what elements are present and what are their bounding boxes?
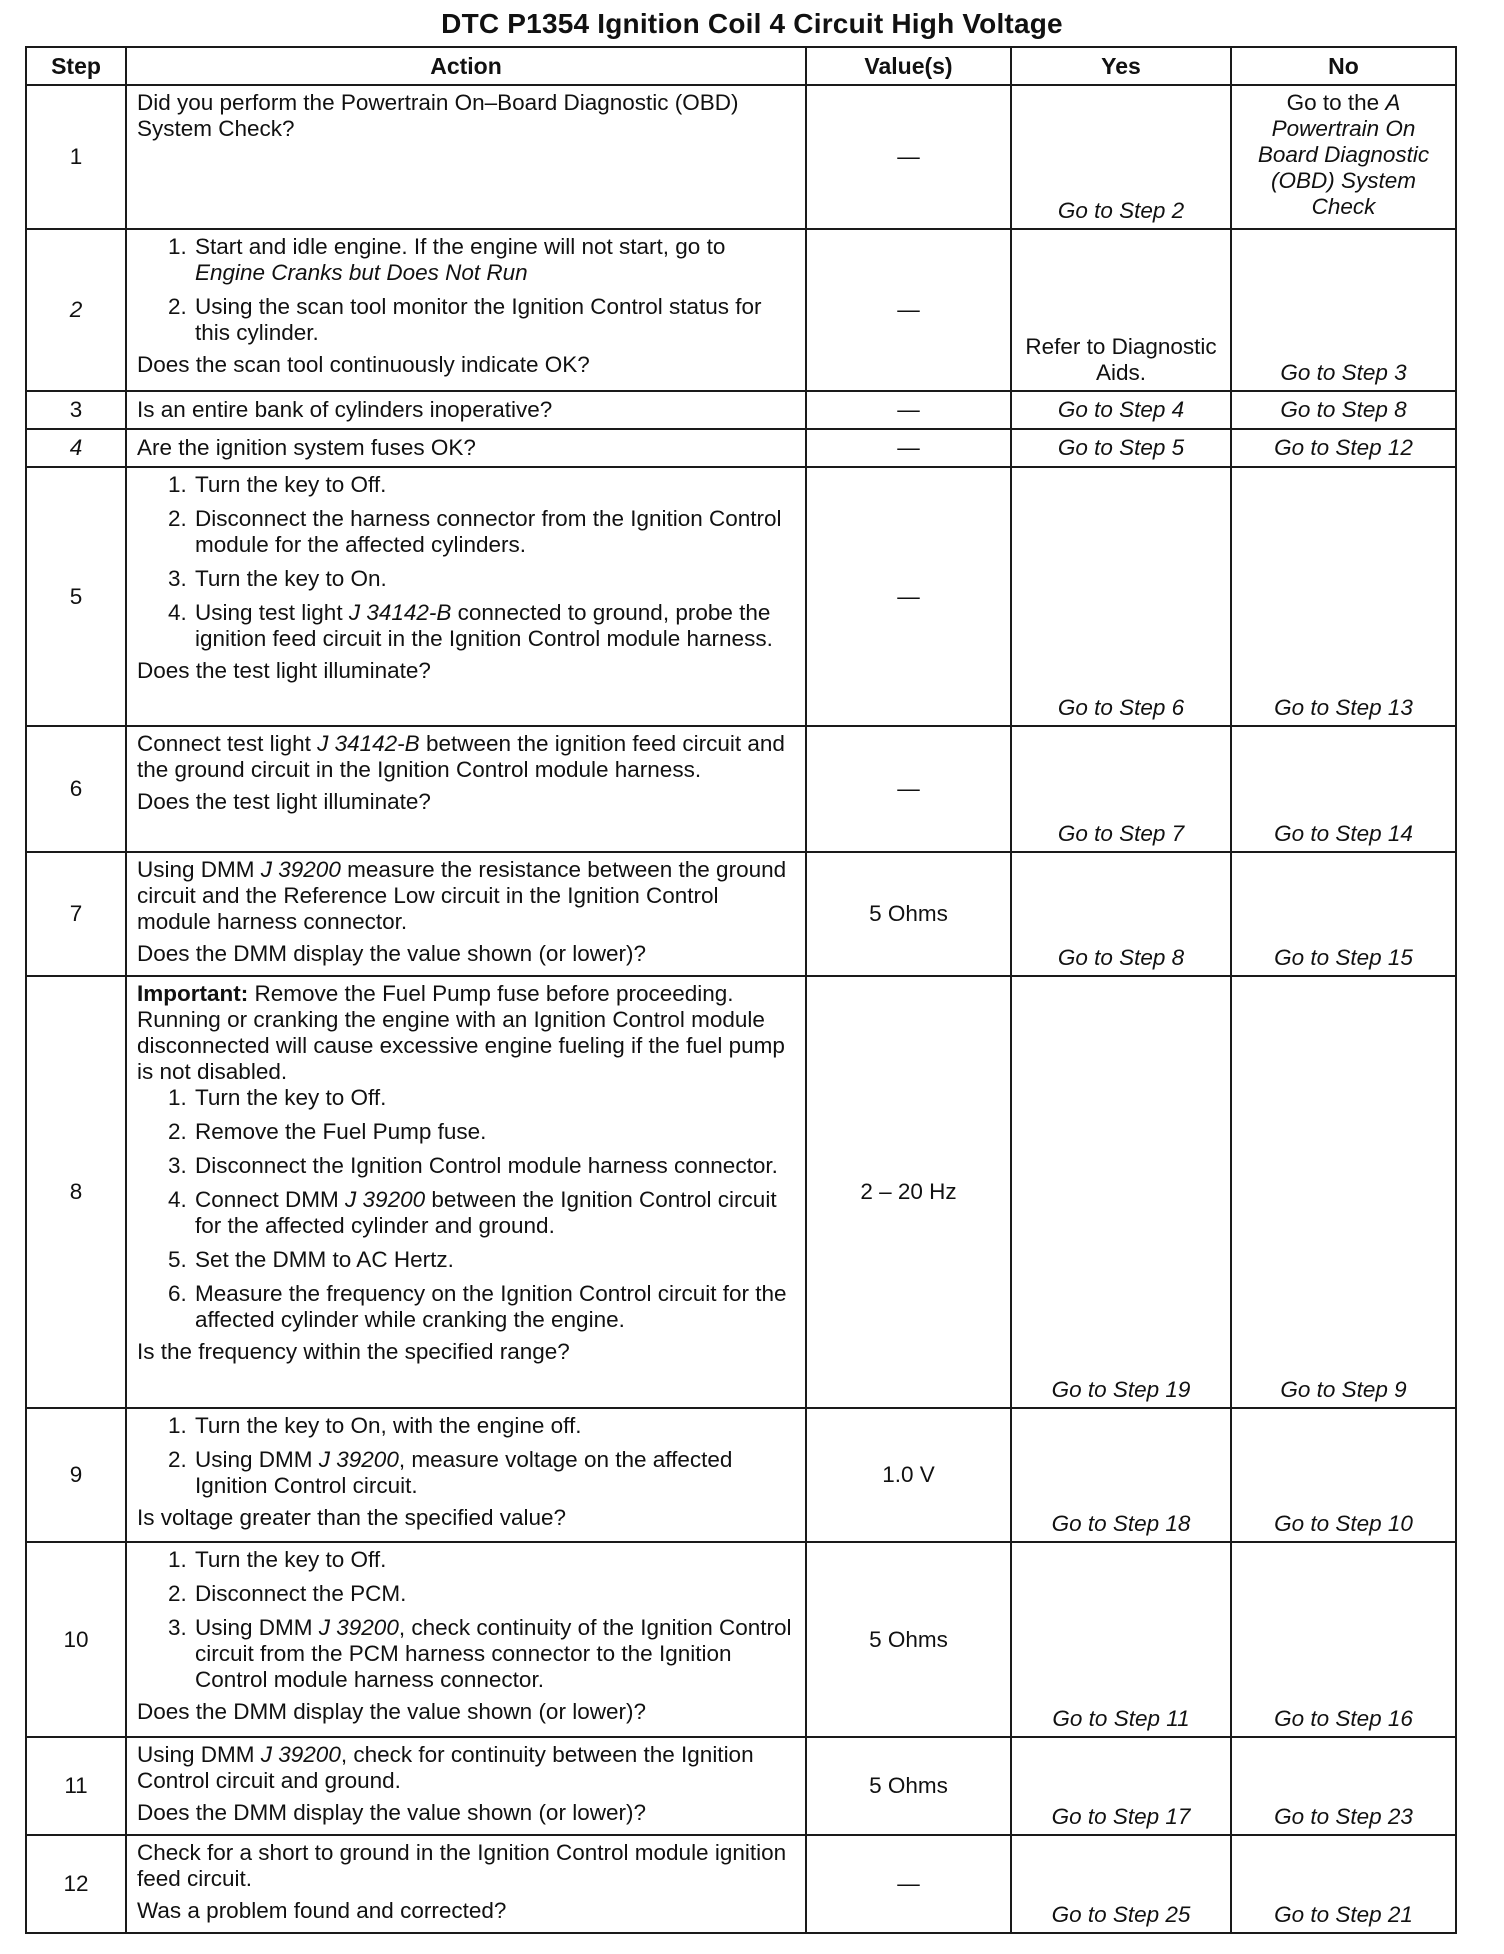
action-text-part: Using DMM — [137, 856, 261, 882]
no-cell — [1231, 726, 1456, 852]
action-cell — [126, 85, 806, 229]
action-cell — [126, 726, 806, 852]
action-question: Is an entire bank of cylinders inoperative? — [137, 397, 553, 423]
action-item — [193, 1247, 795, 1273]
table-row — [26, 391, 1456, 429]
action-item — [193, 1547, 795, 1573]
yes-cell — [1011, 229, 1231, 391]
action-cell — [126, 1737, 806, 1835]
no-cell — [1231, 976, 1456, 1408]
action-item-text: Start and idle engine. If the engine will not start, go to — [195, 234, 726, 260]
action-item — [193, 1413, 795, 1439]
yes-cell — [1011, 852, 1231, 976]
table-row — [26, 1737, 1456, 1835]
action-item — [193, 1085, 795, 1111]
no-text: Go to Step 10 — [1274, 1511, 1413, 1537]
tool-reference: J 39200 — [318, 1615, 399, 1641]
value-cell: 5 Ohms — [806, 1737, 1011, 1835]
step-number: 3 — [26, 391, 126, 429]
yes-cell — [1011, 726, 1231, 852]
action-item-text: Using DMM — [195, 1615, 319, 1641]
no-text: Go to Step 15 — [1274, 944, 1413, 970]
tool-reference: J 39200 — [345, 1186, 426, 1212]
table-row — [26, 726, 1456, 852]
important-note — [137, 981, 795, 1085]
value-cell: 5 Ohms — [806, 1542, 1011, 1736]
yes-text: Go to Step 8 — [1057, 944, 1185, 970]
action-item-text: Remove the Fuel Pump fuse. — [195, 1118, 487, 1144]
no-text-prefix: Go to the — [1286, 90, 1386, 115]
yes-text: Go to Step 17 — [1051, 1803, 1191, 1829]
no-text: Go to Step 13 — [1274, 694, 1413, 720]
action-list — [137, 472, 795, 652]
step-number: 11 — [26, 1737, 126, 1835]
action-item-text: Connect DMM — [195, 1186, 346, 1212]
no-text: Go to Step 12 — [1274, 435, 1413, 461]
action-question: Does the DMM display the value shown (or lower)? — [137, 940, 646, 966]
action-item-text: Disconnect the harness connector from the Ignition Control module for the affected cylinders. — [195, 506, 782, 558]
action-item-text: connected to ground, probe the ignition feed circuit in the Ignition Control module harness. — [195, 600, 773, 652]
value-cell: — — [806, 467, 1011, 725]
no-cell — [1231, 1737, 1456, 1835]
yes-text: Go to Step 7 — [1057, 820, 1185, 846]
action-question: Does the DMM display the value shown (or lower)? — [137, 1699, 646, 1725]
no-text: Go to Step 21 — [1274, 1902, 1413, 1927]
action-item — [193, 1447, 795, 1499]
action-question: Does the scan tool continuously indicate OK? — [137, 352, 590, 378]
value-cell: — — [806, 726, 1011, 852]
table-row — [26, 429, 1456, 467]
action-item-text: Disconnect the Ignition Control module harness connector. — [195, 1152, 778, 1178]
action-item — [193, 1281, 795, 1333]
action-item-text: Set the DMM to AC Hertz. — [195, 1246, 454, 1272]
action-item-text: , check continuity of the Ignition Control circuit from the PCM harness connector to the Ignition Control module harness connector. — [195, 1615, 792, 1693]
action-item-text: Disconnect the PCM. — [195, 1581, 407, 1607]
yes-text: Go to Step 11 — [1052, 1705, 1190, 1731]
document-title: DTC P1354 Ignition Coil 4 Circuit High Voltage — [441, 8, 1063, 39]
step-number: 1 — [26, 85, 126, 229]
action-item-text: Turn the key to Off. — [195, 1084, 387, 1110]
no-text: Go to Step 23 — [1274, 1803, 1413, 1829]
action-item — [193, 472, 795, 498]
action-cell — [126, 976, 806, 1408]
tool-reference: J 39200 — [318, 1447, 399, 1473]
table-row — [26, 1542, 1456, 1736]
table-row — [26, 852, 1456, 976]
action-item-text: Turn the key to On. — [195, 566, 387, 592]
action-text — [137, 1742, 795, 1794]
action-text-part: measure the resistance between the ground circuit and the Reference Low circuit in the Ignition Control module harness connector. — [137, 856, 787, 934]
action-question: Was a problem found and corrected? — [137, 1897, 507, 1923]
yes-cell — [1011, 85, 1231, 229]
yes-cell — [1011, 429, 1231, 467]
action-question: Does the DMM display the value shown (or lower)? — [137, 1799, 646, 1825]
no-text-link: A Powertrain On Board Diagnostic (OBD) System Check — [1257, 90, 1430, 219]
action-item — [193, 1581, 795, 1607]
action-item — [193, 1153, 795, 1179]
action-item-text: Using DMM — [195, 1447, 319, 1473]
action-item-text: Turn the key to On, with the engine off. — [195, 1413, 582, 1439]
action-item-text: Using the scan tool monitor the Ignition Control status for this cylinder. — [195, 294, 762, 346]
step-number: 8 — [26, 976, 126, 1408]
step-number: 7 — [26, 852, 126, 976]
yes-text: Go to Step 5 — [1057, 435, 1185, 461]
action-text — [137, 731, 795, 783]
step-number: 6 — [26, 726, 126, 852]
table-row — [26, 85, 1456, 229]
action-item — [193, 1615, 795, 1693]
action-text-part: , check for continuity between the Ignition Control circuit and ground. — [137, 1741, 754, 1793]
table-row — [26, 1408, 1456, 1542]
action-cell — [126, 429, 806, 467]
tool-reference: J 39200 — [260, 1741, 341, 1767]
step-number: 9 — [26, 1408, 126, 1542]
value-cell: — — [806, 429, 1011, 467]
no-text: Go to Step 9 — [1280, 1377, 1407, 1403]
yes-text: Go to Step 6 — [1057, 694, 1185, 720]
table-row — [26, 1835, 1456, 1933]
action-item — [193, 566, 795, 592]
action-text-part: Using DMM — [137, 1741, 261, 1767]
value-cell: 2 – 20 Hz — [806, 976, 1011, 1408]
yes-text: Go to Step 25 — [1051, 1902, 1191, 1927]
important-text: Remove the Fuel Pump fuse before proceeding. Running or cranking the engine with an Ignition Control module disconnected will cause excessive engine fueling if the fuel pump is not disabled. — [137, 980, 785, 1084]
no-cell — [1231, 85, 1456, 229]
action-text: Did you perform the Powertrain On–Board Diagnostic (OBD) System Check? — [137, 90, 739, 141]
no-cell — [1231, 1408, 1456, 1542]
action-question: Is the frequency within the specified range? — [137, 1338, 570, 1364]
no-cell — [1231, 429, 1456, 467]
action-item — [193, 506, 795, 558]
value-cell: 5 Ohms — [806, 852, 1011, 976]
action-cell — [126, 1542, 806, 1736]
diagnostic-table — [25, 46, 1457, 1934]
tool-reference: J 34142-B — [348, 600, 452, 626]
action-cell — [126, 467, 806, 725]
value-cell: 1.0 V — [806, 1408, 1011, 1542]
action-item — [193, 600, 795, 652]
action-cell — [126, 1835, 806, 1933]
action-list — [137, 1085, 795, 1333]
yes-text: Refer to Diagnostic Aids. — [1025, 334, 1217, 386]
action-list — [137, 1413, 795, 1499]
action-question: Does the test light illuminate? — [137, 788, 431, 814]
action-cell — [126, 1408, 806, 1542]
action-question: Is voltage greater than the specified value? — [137, 1505, 567, 1531]
yes-text: Go to Step 18 — [1051, 1511, 1191, 1537]
action-item — [193, 294, 795, 346]
action-text: Check for a short to ground in the Ignition Control module ignition feed circuit. — [137, 1839, 787, 1891]
no-cell — [1231, 852, 1456, 976]
no-text: Go to Step 14 — [1274, 820, 1413, 846]
value-cell: — — [806, 391, 1011, 429]
yes-cell — [1011, 467, 1231, 725]
action-list — [137, 1547, 795, 1693]
action-item-text: Measure the frequency on the Ignition Control circuit for the affected cylinder while cranking the engine. — [195, 1280, 787, 1332]
action-cell — [126, 852, 806, 976]
step-number: 5 — [26, 467, 126, 725]
yes-cell — [1011, 391, 1231, 429]
action-list — [137, 234, 795, 346]
action-text-part: Connect test light — [137, 730, 318, 756]
header-no: No — [1231, 47, 1456, 85]
step-number: 2 — [26, 229, 126, 391]
table-row — [26, 229, 1456, 391]
yes-cell — [1011, 1542, 1231, 1736]
header-step: Step — [26, 47, 126, 85]
table-row — [26, 467, 1456, 725]
header-yes: Yes — [1011, 47, 1231, 85]
header-row — [26, 47, 1456, 85]
yes-cell — [1011, 976, 1231, 1408]
value-cell: — — [806, 85, 1011, 229]
action-item — [193, 234, 795, 286]
action-item-text: between the Ignition Control circuit for the affected cylinder and ground. — [195, 1186, 777, 1238]
action-text — [137, 857, 795, 935]
header-values: Value(s) — [806, 47, 1011, 85]
procedure-reference: Engine Cranks but Does Not Run — [195, 260, 528, 286]
no-text: Go to Step 8 — [1280, 397, 1407, 423]
tool-reference: J 34142-B — [317, 730, 420, 756]
action-item-text: Using test light — [195, 600, 349, 626]
action-item-text: Turn the key to Off. — [195, 472, 387, 498]
value-cell: — — [806, 229, 1011, 391]
yes-cell — [1011, 1835, 1231, 1933]
header-action: Action — [126, 47, 806, 85]
action-item-text: Turn the key to Off. — [195, 1547, 387, 1573]
yes-text: Go to Step 19 — [1051, 1377, 1191, 1403]
yes-text: Go to Step 2 — [1057, 198, 1185, 224]
no-cell — [1231, 229, 1456, 391]
yes-cell — [1011, 1737, 1231, 1835]
yes-text: Go to Step 4 — [1057, 397, 1185, 423]
step-number: 12 — [26, 1835, 126, 1933]
action-text-part: between the ignition feed circuit and the ground circuit in the Ignition Control module harness. — [137, 730, 785, 782]
no-cell — [1231, 1542, 1456, 1736]
action-cell — [126, 391, 806, 429]
no-cell — [1231, 391, 1456, 429]
no-cell — [1231, 1835, 1456, 1933]
action-item-text: , measure voltage on the affected Ignition Control circuit. — [195, 1447, 733, 1499]
step-number: 4 — [26, 429, 126, 467]
action-cell — [126, 229, 806, 391]
action-question: Does the test light illuminate? — [137, 658, 431, 684]
action-item — [193, 1119, 795, 1145]
yes-cell — [1011, 1408, 1231, 1542]
table-row — [26, 976, 1456, 1408]
no-cell — [1231, 467, 1456, 725]
no-text: Go to Step 3 — [1280, 360, 1407, 386]
important-label: Important: — [137, 980, 249, 1006]
tool-reference: J 39200 — [260, 856, 341, 882]
step-number: 10 — [26, 1542, 126, 1736]
action-question: Are the ignition system fuses OK? — [137, 435, 476, 461]
value-cell: — — [806, 1835, 1011, 1933]
no-text: Go to Step 16 — [1274, 1705, 1413, 1731]
action-item — [193, 1187, 795, 1239]
